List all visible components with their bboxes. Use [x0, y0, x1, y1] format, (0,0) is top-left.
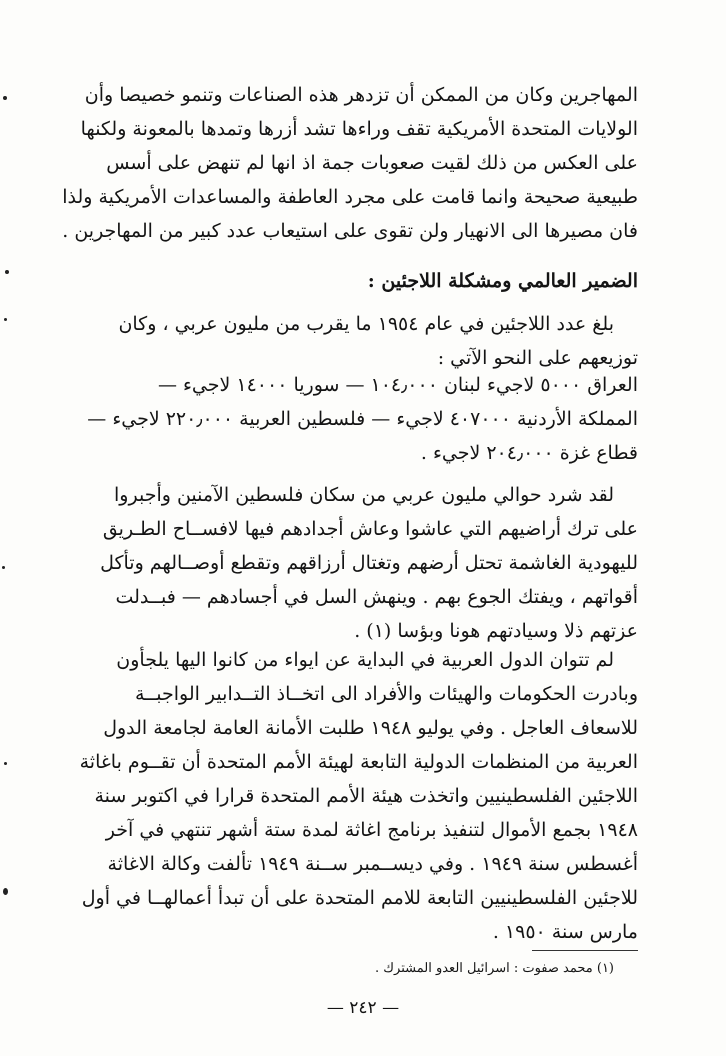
text-line: توزيعهم على النحو الآتي :	[437, 347, 638, 369]
text-line: للاسعاف العاجل . وفي يوليو ١٩٤٨ طلبت الأمانة العامة لجامعة الدول	[103, 717, 638, 739]
footnote: (١) محمد صفوت : اسرائيل العدو المشترك .	[375, 961, 614, 976]
text-line: عزتهم ذلا وسيادتهم هونا وبؤسا (١) .	[354, 620, 638, 642]
text-line: لليهودية الغاشمة تحتل أرضهم وتغتال أرزاقهم وتقطع أوصــالهم وتأكل	[100, 552, 638, 574]
text-line: لقد شرد حوالي مليون عربي من سكان فلسطين الآمنين وأجبروا	[114, 484, 614, 506]
scan-speck	[2, 566, 5, 569]
scan-speck	[3, 888, 8, 895]
footnote-divider	[532, 950, 638, 951]
text-line: العراق ٥٠٠٠ لاجيء لبنان ١٠٤٫٠٠٠ — سوريا ١٤٠٠٠ لاجيء —	[157, 374, 638, 396]
text-line: طبيعية صحيحة وانما قامت على مجرد العاطفة والمساعدات الأمريكية ولذا	[62, 186, 638, 208]
text-line: فان مصيرها الى الانهيار ولن تقوى على استيعاب عدد كبير من المهاجرين .	[62, 220, 638, 242]
text-line: وبادرت الحكومات والهيئات والأفراد الى اتخــاذ التــدابير الواجبــة	[134, 683, 638, 705]
page-number: — ٢٤٢ —	[326, 998, 400, 1018]
text-line: لم تتوان الدول العربية في البداية عن ايواء من كانوا اليها يلجأون	[116, 649, 614, 671]
paragraph-displacement	[100, 478, 638, 648]
text-line: قطاع غزة ٢٠٤٫٠٠٠ لاجيء .	[420, 442, 638, 464]
text-line: بلغ عدد اللاجئين في عام ١٩٥٤ ما يقرب من مليون عربي ، وكان	[118, 313, 614, 335]
scan-speck	[4, 762, 7, 765]
text-line: اللاجئين الفلسطينيين واتخذت هيئة الأمم المتحدة قرارا في اكتوبر سنة	[94, 785, 638, 807]
text-line: للاجئين الفلسطينيين التابعة للامم المتحدة على أن تبدأ أعمالهــا في أول	[81, 887, 638, 909]
paragraph-refugee-count	[112, 307, 638, 375]
text-line: الولايات المتحدة الأمريكية تقف وراءها تشد أزرها وتمدها بالمعونة ولكنها	[80, 118, 638, 140]
text-line: على ترك أراضيهم التي عاشوا وعاش أجدادهم فيها لافســاح الطـريق	[102, 518, 638, 540]
text-line: مارس سنة ١٩٥٠ .	[492, 921, 638, 943]
text-line: المملكة الأردنية ٤٠٧٠٠٠ لاجيء — فلسطين العربية ٢٢٠٫٠٠٠ لاجيء —	[87, 408, 638, 430]
paragraph-immigrant-industries	[62, 78, 638, 248]
scan-speck	[4, 318, 7, 321]
text-line: أغسطس سنة ١٩٤٩ . وفي ديســمبر ســنة ١٩٤٩ تألفت وكالة الاغاثة	[107, 853, 638, 875]
text-line: المهاجرين وكان من الممكن أن تزدهر هذه الصناعات وتنمو خصيصا وأن	[84, 84, 638, 106]
paragraph-refugee-distribution	[87, 368, 638, 470]
section-heading: الضمير العالمي ومشكلة اللاجئين :	[367, 270, 638, 292]
text-line: على العكس من ذلك لقيت صعوبات جمة اذ انها لم تنهض على أسس	[106, 152, 638, 174]
text-line: العربية من المنظمات الدولية التابعة لهيئة الأمم المتحدة أن تقــوم باغاثة	[79, 751, 638, 773]
paragraph-relief-efforts	[79, 643, 638, 949]
text-line: أقواتهم ، ويفتك الجوع بهم . وينهش السل في أجسادهم — فبــدلت	[115, 586, 638, 608]
scan-speck	[3, 96, 7, 100]
scan-speck	[5, 270, 9, 274]
text-line: ١٩٤٨ بجمع الأموال لتنفيذ برنامج اغاثة لمدة ستة أشهر تنتهي في آخر	[105, 819, 638, 841]
